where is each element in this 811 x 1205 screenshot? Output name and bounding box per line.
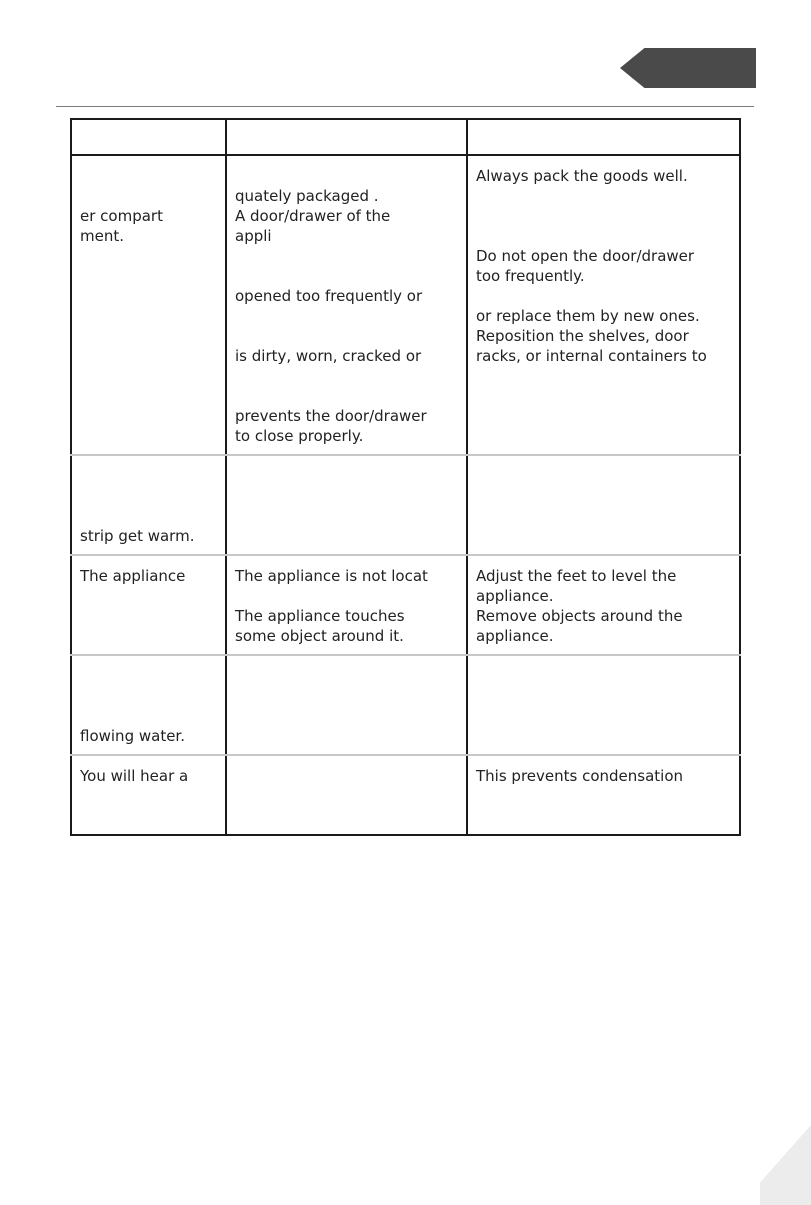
cell-line: quately packaged .	[235, 187, 379, 205]
cell-line	[80, 706, 217, 726]
cell-line: some object around it.	[235, 627, 404, 645]
cell-line: Remove objects around the	[476, 607, 683, 625]
cell-line	[476, 186, 731, 206]
cell-line	[235, 586, 458, 606]
header-rule	[56, 106, 754, 107]
cell-line: appli	[235, 227, 272, 245]
cell-line: Always pack the goods well.	[476, 167, 688, 185]
cell-line: This prevents condensation	[476, 767, 684, 785]
table-header-row	[71, 119, 740, 155]
cell-line	[235, 246, 458, 266]
cell-line: too frequently.	[476, 267, 585, 285]
cell-line	[476, 286, 731, 306]
cell-line: appliance.	[476, 587, 554, 605]
cell-line	[80, 786, 217, 806]
table-row	[71, 655, 740, 755]
troubleshooting-table	[70, 118, 741, 836]
table-row	[71, 555, 740, 655]
cell-line: You will hear a	[80, 767, 189, 785]
cell-line: is dirty, worn, cracked or	[235, 347, 422, 365]
cell-line	[235, 386, 458, 406]
table-row	[71, 755, 740, 835]
solution-cell	[467, 455, 740, 555]
cell-line	[80, 466, 217, 486]
language-tab	[620, 48, 756, 88]
table-row	[71, 155, 740, 455]
cell-line: The appliance touches	[235, 607, 405, 625]
cell-line	[80, 666, 217, 686]
header-solution	[467, 119, 740, 155]
problem-cell	[71, 455, 226, 555]
cell-line: appliance.	[476, 627, 554, 645]
cell-line: racks, or internal containers to	[476, 347, 707, 365]
problem-cell	[71, 755, 226, 835]
cell-line: prevents the door/drawer	[235, 407, 427, 425]
cell-line: Do not open the door/drawer	[476, 247, 695, 265]
page-corner	[760, 1115, 811, 1205]
cell-line	[80, 686, 217, 706]
cell-line	[235, 306, 458, 326]
solution-cell	[467, 155, 740, 455]
cell-line: or replace them by new ones.	[476, 307, 700, 325]
cell-line: to close properly.	[235, 427, 364, 445]
cell-line	[80, 166, 217, 186]
cell-line: The appliance is not locat	[235, 567, 428, 585]
cell-line	[235, 166, 458, 186]
cause-cell	[226, 155, 467, 455]
problem-cell	[71, 555, 226, 655]
cell-line: opened too frequently or	[235, 287, 423, 305]
cause-cell	[226, 655, 467, 755]
cell-line: er compart	[80, 207, 163, 225]
cell-line	[80, 186, 217, 206]
cell-line	[80, 486, 217, 506]
problem-cell	[71, 155, 226, 455]
cell-line	[80, 506, 217, 526]
cause-cell	[226, 555, 467, 655]
solution-cell	[467, 755, 740, 835]
problem-cell	[71, 655, 226, 755]
cell-line: ment.	[80, 227, 124, 245]
cell-line	[235, 366, 458, 386]
header-cause	[226, 119, 467, 155]
cause-cell	[226, 455, 467, 555]
cell-line: Adjust the feet to level the	[476, 567, 677, 585]
cell-line: A door/drawer of the	[235, 207, 391, 225]
cell-line: The appliance	[80, 567, 186, 585]
cell-line	[476, 226, 731, 246]
cell-line: flowing water.	[80, 727, 185, 745]
cell-line	[235, 266, 458, 286]
solution-cell	[467, 555, 740, 655]
cell-line	[80, 806, 217, 826]
cause-cell	[226, 755, 467, 835]
cell-line: Reposition the shelves, door	[476, 327, 689, 345]
header-problem	[71, 119, 226, 155]
table-row	[71, 455, 740, 555]
cell-line	[235, 326, 458, 346]
cell-line	[476, 206, 731, 226]
cell-line: strip get warm.	[80, 527, 195, 545]
solution-cell	[467, 655, 740, 755]
